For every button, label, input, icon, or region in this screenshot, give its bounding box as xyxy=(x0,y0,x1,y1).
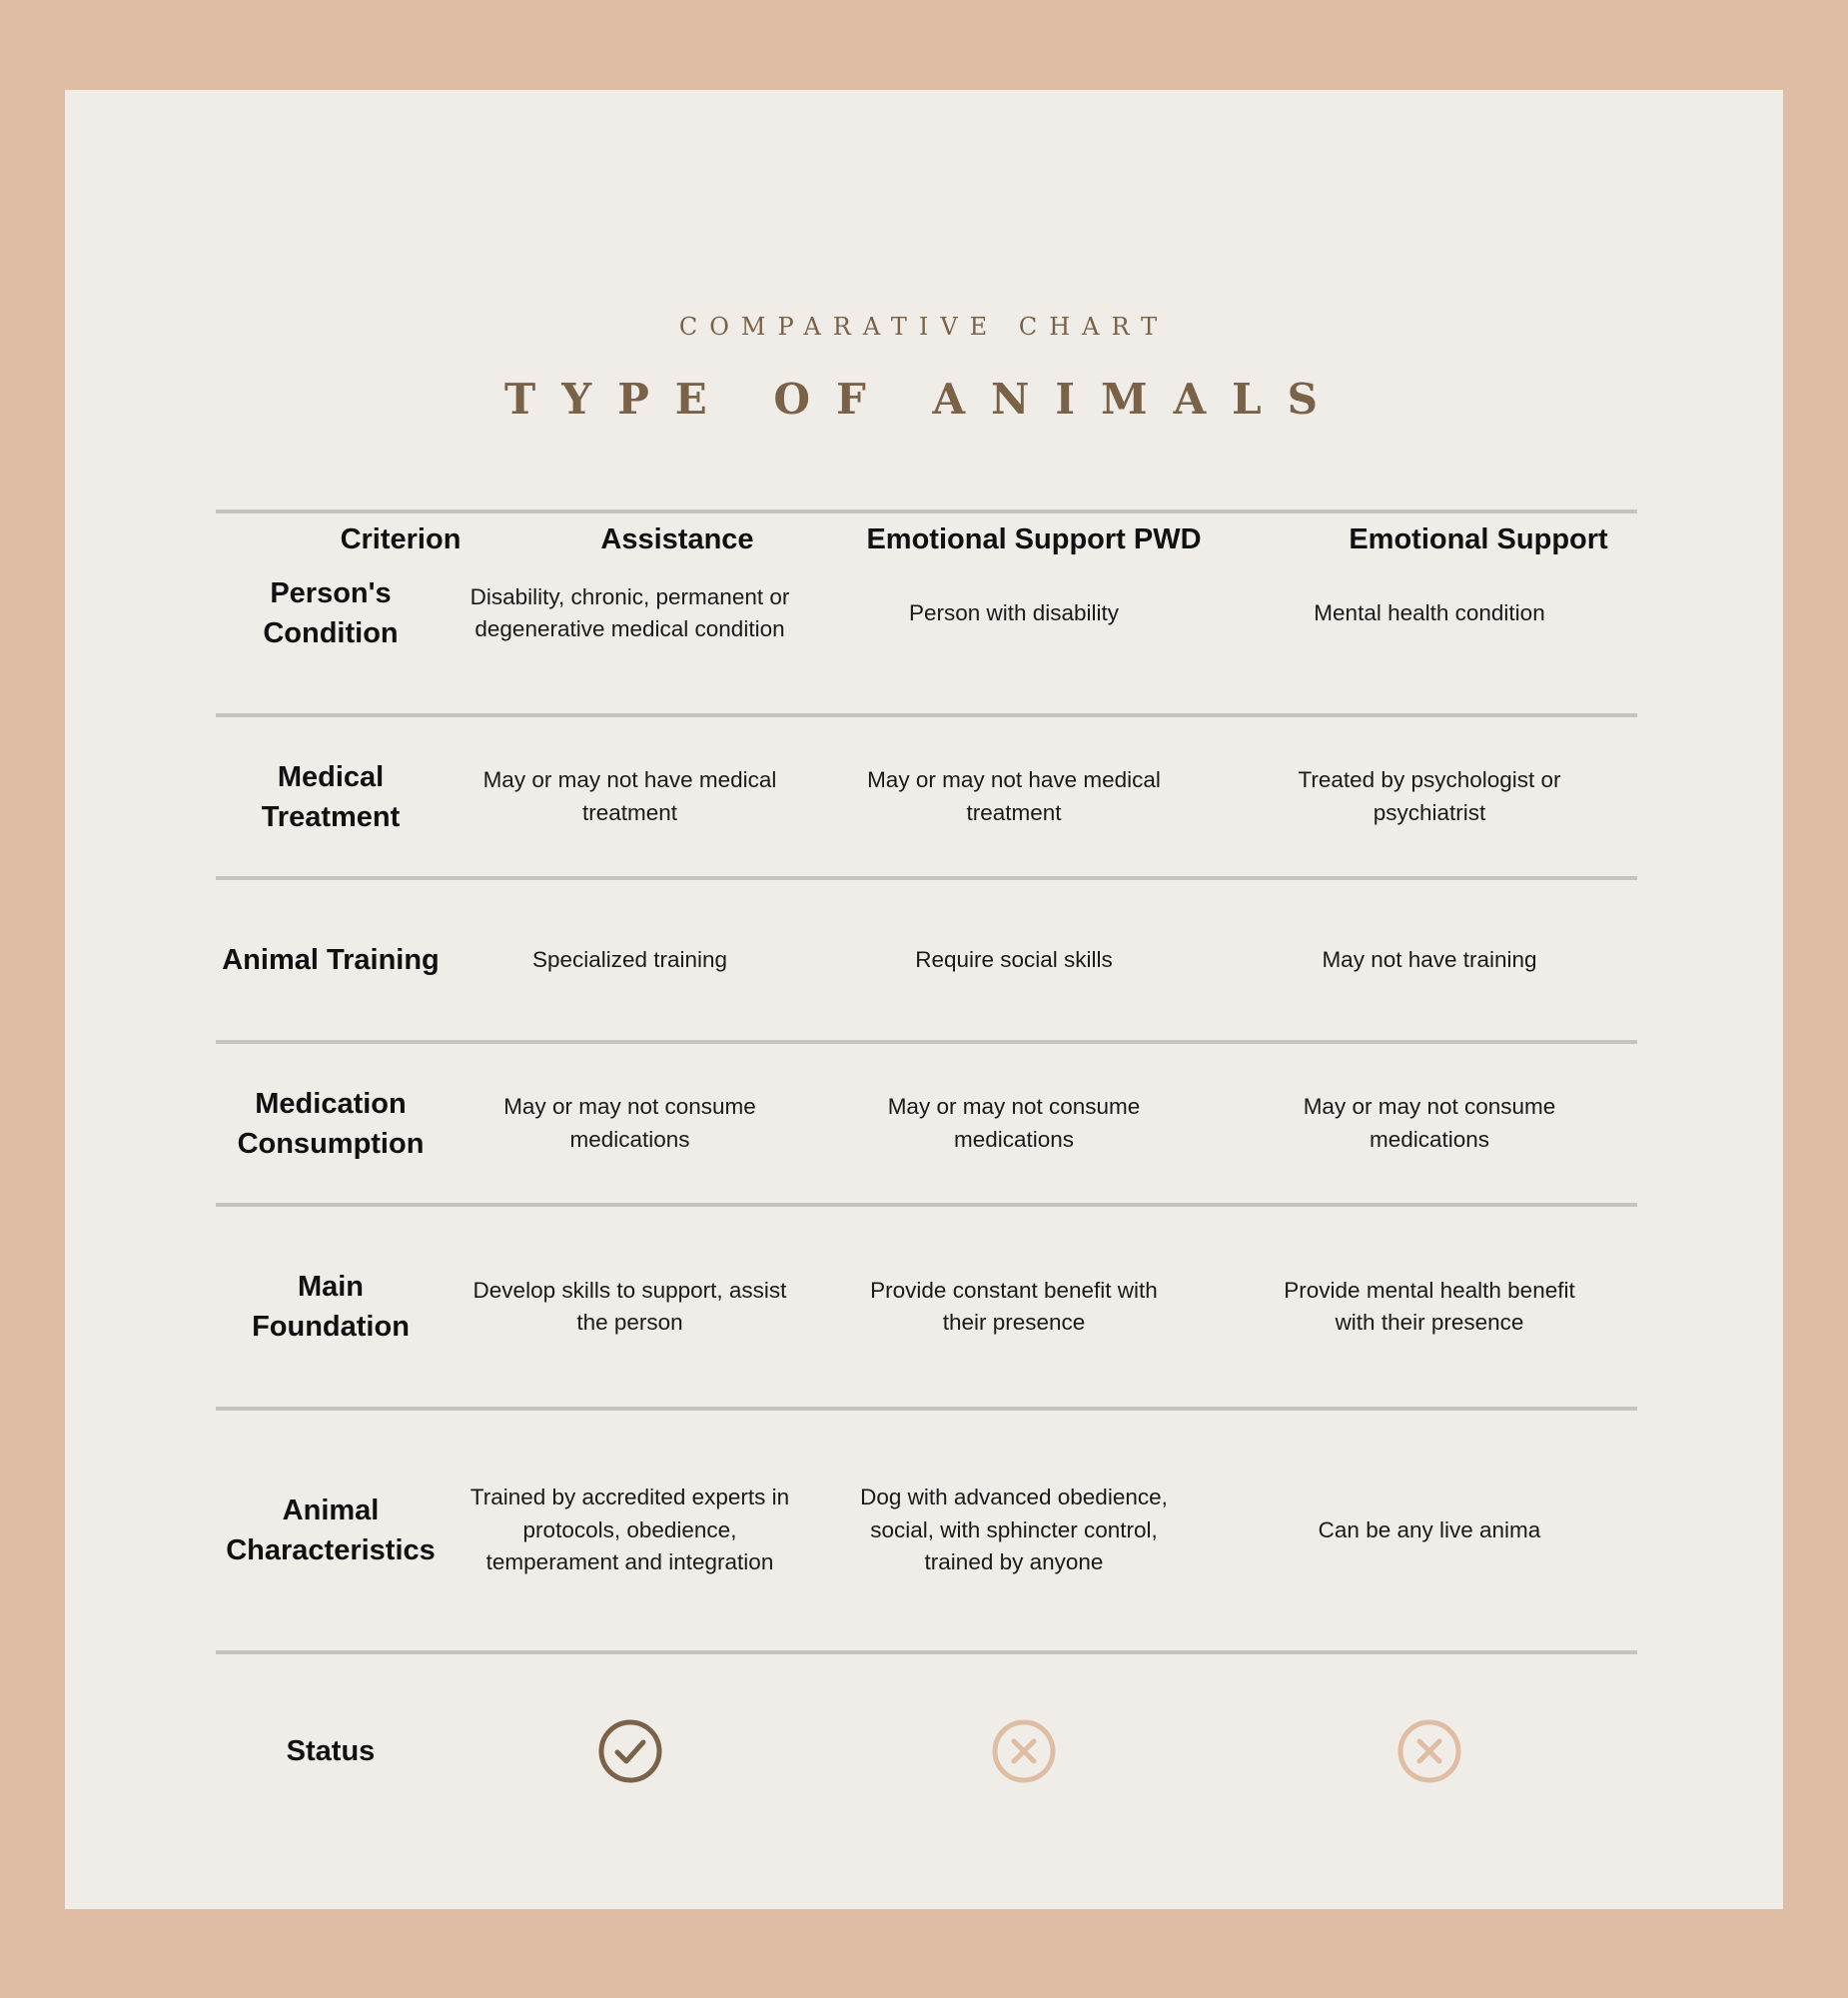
emotional-support-pwd-status xyxy=(859,1654,1189,1848)
emotional-support-cell: May or may not consume medications xyxy=(1303,1094,1556,1152)
assistance-cell: May or may not have medical treatment xyxy=(482,767,777,825)
column-header-emotional-support-pwd: Emotional Support PWD xyxy=(866,522,1202,555)
chart-subtitle: COMPARATIVE CHART xyxy=(678,313,1170,341)
emotional-support-cell: Mental health condition xyxy=(1314,599,1545,625)
table-row xyxy=(65,717,1783,876)
emotional-support-cell: May not have training xyxy=(1322,946,1537,972)
chart-card xyxy=(65,90,1783,1909)
criterion-label: Animal Characteristics xyxy=(226,1495,436,1566)
assistance-cell: Specialized training xyxy=(531,946,728,972)
criterion-label: Medical Treatment xyxy=(261,760,401,833)
table-row xyxy=(65,1411,1783,1650)
check-circle-icon xyxy=(597,1718,663,1784)
emotional-support-pwd-cell: Provide constant benefit with their presence xyxy=(870,1277,1158,1335)
table-row xyxy=(65,880,1783,1040)
emotional-support-pwd-cell: May or may not consume medications xyxy=(887,1094,1141,1152)
table-row xyxy=(65,1207,1783,1407)
emotional-support-pwd-cell: Dog with advanced obedience, social, with sphincter control, trained by anyone xyxy=(860,1485,1168,1575)
x-circle-icon xyxy=(991,1718,1057,1784)
chart-title: TYPE OF ANIMALS xyxy=(503,375,1345,424)
emotional-support-status xyxy=(1270,1654,1589,1848)
emotional-support-pwd-cell: Person with disability xyxy=(908,599,1120,625)
emotional-support-cell: Provide mental health benefit with their presence xyxy=(1284,1277,1575,1335)
table-row xyxy=(65,1044,1783,1203)
x-circle-icon xyxy=(1396,1718,1462,1784)
table-row xyxy=(65,513,1783,713)
assistance-cell: Develop skills to support, assist the person xyxy=(472,1277,787,1335)
assistance-cell: Trained by accredited experts in protocols, obedience, temperament and integration xyxy=(469,1485,790,1575)
criterion-label: Medication Consumption xyxy=(237,1087,425,1160)
column-header-emotional-support: Emotional Support xyxy=(1349,522,1608,555)
criterion-label: Animal Training xyxy=(222,944,440,976)
assistance-cell: Disability, chronic, permanent or degenerative medical condition xyxy=(469,583,790,641)
status-row xyxy=(65,1654,1783,1848)
emotional-support-pwd-cell: May or may not have medical treatment xyxy=(867,767,1161,825)
assistance-cell: May or may not consume medications xyxy=(503,1094,756,1152)
criterion-label: Main Foundation xyxy=(252,1271,410,1343)
status-label: Status xyxy=(286,1735,376,1767)
column-header-assistance: Assistance xyxy=(600,522,754,555)
criterion-label: Person's Condition xyxy=(263,577,399,649)
emotional-support-cell: Treated by psychologist or psychiatrist xyxy=(1298,767,1561,825)
emotional-support-cell: Can be any live anima xyxy=(1318,1516,1541,1542)
emotional-support-pwd-cell: Require social skills xyxy=(915,946,1113,972)
column-header-criterion: Criterion xyxy=(340,522,462,555)
assistance-status xyxy=(467,1654,792,1848)
